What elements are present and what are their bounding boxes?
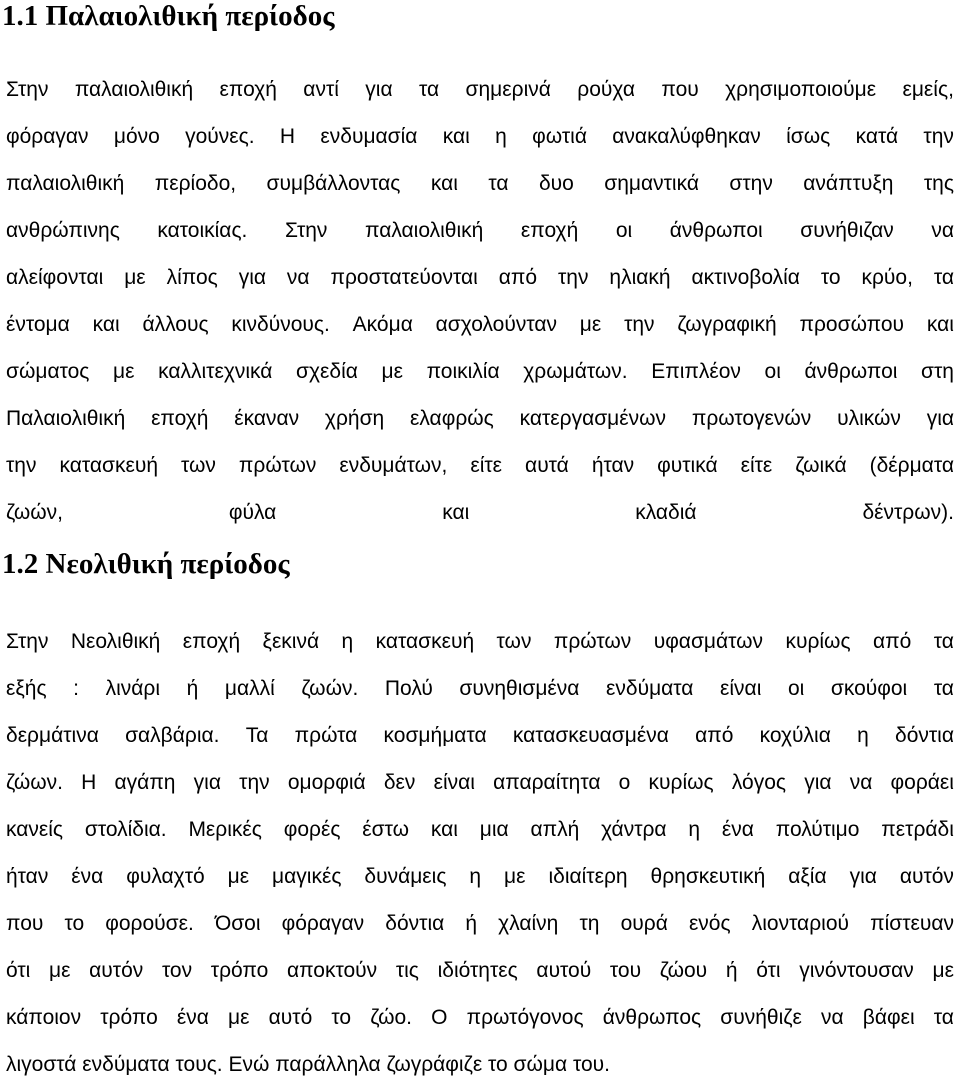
word: Όσοι bbox=[214, 912, 261, 935]
word: αυτόν bbox=[899, 865, 954, 888]
word: απλή bbox=[530, 818, 580, 841]
word: κοχύλια bbox=[759, 724, 831, 747]
word: τρόπο bbox=[210, 959, 269, 982]
word: δυνάμεις bbox=[364, 865, 447, 888]
word: να bbox=[931, 219, 954, 242]
word: φύλα bbox=[228, 501, 277, 524]
word: ζωών. bbox=[301, 677, 359, 700]
word: σχεδία bbox=[296, 360, 358, 383]
word: Τα bbox=[245, 724, 269, 747]
word: να bbox=[849, 771, 873, 794]
word: στην bbox=[729, 172, 773, 195]
word: με bbox=[124, 266, 146, 289]
word: Επιπλέον bbox=[651, 360, 741, 383]
word: ανάπτυξη bbox=[803, 172, 894, 195]
word: ζώο. bbox=[370, 1006, 412, 1029]
word: κατασκευή bbox=[59, 454, 158, 477]
word: τις bbox=[395, 959, 419, 982]
word: Πολύ bbox=[384, 677, 433, 700]
text-line-last: λιγοστά ενδύματα τους. Ενώ παράλληλα ζωγράφιζε το σώμα του. bbox=[6, 1053, 610, 1076]
word: και bbox=[442, 501, 470, 524]
text-line bbox=[6, 712, 954, 759]
word: του bbox=[609, 959, 642, 982]
word: με bbox=[932, 959, 954, 982]
word: και bbox=[92, 313, 120, 336]
word: ή bbox=[186, 677, 199, 700]
word: για bbox=[804, 771, 832, 794]
word: ζώων. bbox=[6, 771, 63, 794]
word: αυτό bbox=[268, 1006, 313, 1029]
word: οι bbox=[787, 677, 805, 700]
word: έκαναν bbox=[234, 407, 300, 430]
word: περίοδο, bbox=[154, 172, 237, 195]
word: η bbox=[857, 724, 869, 747]
word: Στην bbox=[6, 630, 49, 653]
word: κατεργασμένων bbox=[519, 407, 667, 430]
word: φόραγαν bbox=[6, 125, 89, 148]
word: προσώπου bbox=[799, 313, 905, 336]
word: ίσως bbox=[786, 125, 831, 148]
word: κοσμήματα bbox=[383, 724, 487, 747]
word: ενδύματα bbox=[606, 677, 694, 700]
word: χάντρα bbox=[601, 818, 667, 841]
word: ελαφρώς bbox=[410, 407, 494, 430]
word: έστω bbox=[362, 818, 409, 841]
word: πρώτων bbox=[238, 454, 317, 477]
word: βάφει bbox=[862, 1006, 915, 1029]
word: Παλαιολιθική bbox=[6, 407, 126, 430]
word: σκούφοι bbox=[830, 677, 908, 700]
word: συμβάλλοντας bbox=[266, 172, 401, 195]
word: αλείφονται bbox=[6, 266, 104, 289]
word: κρύο, bbox=[861, 266, 913, 289]
word: πρώτα bbox=[294, 724, 358, 747]
word: την bbox=[923, 125, 954, 148]
word: προστατεύονται bbox=[330, 266, 478, 289]
word: για bbox=[365, 78, 393, 101]
word: και bbox=[926, 313, 954, 336]
word: πίστευαν bbox=[870, 912, 954, 935]
word: Ακόμα bbox=[352, 313, 413, 336]
word: ηλιακή bbox=[609, 266, 671, 289]
word: φυλαχτό bbox=[126, 865, 205, 888]
word: την bbox=[624, 313, 655, 336]
word: έντομα bbox=[6, 313, 70, 336]
word: αντί bbox=[303, 78, 339, 101]
word: μια bbox=[479, 818, 509, 841]
word: τα bbox=[933, 677, 954, 700]
word: ασχολούνταν bbox=[435, 313, 557, 336]
word: τρόπο bbox=[100, 1006, 158, 1029]
paragraph-paleolithic bbox=[6, 66, 954, 536]
word: εποχή bbox=[151, 407, 209, 430]
word: σαλβάρια. bbox=[125, 724, 220, 747]
word: αποκτούν bbox=[286, 959, 378, 982]
text-line bbox=[6, 207, 954, 254]
word: από bbox=[498, 266, 538, 289]
word: στη bbox=[921, 360, 954, 383]
word: πρωτόγονος bbox=[466, 1006, 584, 1029]
word: φορούσε. bbox=[105, 912, 194, 935]
word: συνήθιζαν bbox=[800, 219, 894, 242]
word: παλαιολιθική bbox=[6, 172, 125, 195]
word: εξής bbox=[6, 677, 47, 700]
word: άνθρωποι bbox=[669, 219, 763, 242]
word: που bbox=[661, 78, 699, 101]
section-heading-paleolithic: 1.1 Παλαιολιθική περίοδος bbox=[2, 0, 335, 32]
word: για bbox=[926, 407, 954, 430]
word: ενδυμασία bbox=[320, 125, 418, 148]
word: υφασμάτων bbox=[653, 630, 764, 653]
word: Νεολιθική bbox=[70, 630, 161, 653]
word: ουρά bbox=[620, 912, 668, 935]
word: ο bbox=[618, 771, 631, 794]
word: ρούχα bbox=[577, 78, 635, 101]
word: χρήση bbox=[324, 407, 385, 430]
word: φόραγαν bbox=[281, 912, 365, 935]
word: ενός bbox=[688, 912, 731, 935]
word: λίπος bbox=[166, 266, 218, 289]
word: ιδιαίτερη bbox=[548, 865, 628, 888]
text-line bbox=[6, 442, 954, 489]
text-line bbox=[6, 301, 954, 348]
section-heading-neolithic: 1.2 Νεολιθική περίοδος bbox=[2, 548, 290, 580]
word: (δέρματα bbox=[869, 454, 954, 477]
word: σημαντικά bbox=[604, 172, 699, 195]
word: εποχή bbox=[520, 219, 579, 242]
text-line bbox=[6, 947, 954, 994]
word: υλικών bbox=[837, 407, 901, 430]
word: τα bbox=[933, 630, 954, 653]
word: ότι bbox=[6, 959, 31, 982]
word: κατοικίας. bbox=[157, 219, 248, 242]
word: ιδιότητες bbox=[437, 959, 518, 982]
word: η bbox=[495, 125, 507, 148]
word: άνθρωποι bbox=[804, 360, 898, 383]
word: χλαίνη bbox=[498, 912, 559, 935]
word: η bbox=[469, 865, 482, 888]
word: δεν bbox=[383, 771, 416, 794]
word: ποικιλία bbox=[426, 360, 500, 383]
word: λιονταριού bbox=[751, 912, 849, 935]
word: Η bbox=[81, 771, 97, 794]
word: : bbox=[73, 677, 79, 700]
word: με bbox=[49, 959, 71, 982]
word: να bbox=[821, 1006, 844, 1029]
word: ζωγραφική bbox=[677, 313, 777, 336]
text-line-last bbox=[6, 489, 954, 536]
word: είτε bbox=[470, 454, 503, 477]
word: πρωτογενών bbox=[691, 407, 812, 430]
text-line bbox=[6, 395, 954, 442]
word: δέντρων). bbox=[862, 501, 954, 524]
word: αυτά bbox=[525, 454, 569, 477]
text-line bbox=[6, 66, 954, 113]
text-line bbox=[6, 853, 954, 900]
word: άνθρωπος bbox=[602, 1006, 702, 1029]
text-line bbox=[6, 618, 954, 665]
word: τον bbox=[161, 959, 193, 982]
word: στολίδια. bbox=[84, 818, 167, 841]
word: εποχή bbox=[219, 78, 277, 101]
word: σώματος bbox=[6, 360, 90, 383]
word: γινόντουσαν bbox=[799, 959, 914, 982]
word: η bbox=[688, 818, 701, 841]
word: ανακαλύφθηκαν bbox=[612, 125, 761, 148]
word: ζώου bbox=[659, 959, 708, 982]
word: κατασκευή bbox=[375, 630, 475, 653]
word: το bbox=[64, 912, 85, 935]
word: δόντια bbox=[385, 912, 445, 935]
word: με bbox=[113, 360, 135, 383]
word: Η bbox=[279, 125, 296, 148]
word: τα bbox=[488, 172, 509, 195]
word: την bbox=[239, 771, 270, 794]
word: οι bbox=[615, 219, 633, 242]
word: και bbox=[442, 125, 470, 148]
word: για bbox=[849, 865, 877, 888]
word: με bbox=[227, 865, 250, 888]
word: την bbox=[557, 266, 589, 289]
word: φυτικά bbox=[657, 454, 718, 477]
word: ενδυμάτων, bbox=[339, 454, 448, 477]
word: των bbox=[181, 454, 216, 477]
word: δόντια bbox=[895, 724, 954, 747]
text-line bbox=[6, 900, 954, 947]
word: με bbox=[381, 360, 403, 383]
word: Ο bbox=[431, 1006, 448, 1029]
word: το bbox=[820, 266, 841, 289]
word: απαραίτητα bbox=[493, 771, 601, 794]
word: δυο bbox=[538, 172, 574, 195]
word: ή bbox=[725, 959, 738, 982]
word: κατά bbox=[855, 125, 899, 148]
word: οι bbox=[764, 360, 781, 383]
word: που bbox=[6, 912, 44, 935]
text-line bbox=[6, 759, 954, 806]
word: για bbox=[238, 266, 266, 289]
word: και bbox=[430, 172, 458, 195]
word: λόγος bbox=[731, 771, 787, 794]
word: αυτόν bbox=[89, 959, 144, 982]
word: ή bbox=[465, 912, 478, 935]
word: παλαιολιθική bbox=[365, 219, 484, 242]
word: εμείς, bbox=[902, 78, 954, 101]
word: Στην bbox=[6, 78, 49, 101]
text-line bbox=[6, 665, 954, 712]
word: τη bbox=[579, 912, 600, 935]
text-line bbox=[6, 160, 954, 207]
word: κυρίως bbox=[648, 771, 714, 794]
word: ήταν bbox=[6, 865, 49, 888]
text-line bbox=[6, 348, 954, 395]
word: λινάρι bbox=[105, 677, 160, 700]
word: η bbox=[341, 630, 354, 653]
word: ένα bbox=[721, 818, 754, 841]
word: της bbox=[923, 172, 954, 195]
word: ζωικά bbox=[795, 454, 847, 477]
word: τα bbox=[933, 1006, 954, 1029]
word: κινδύνους. bbox=[231, 313, 330, 336]
paragraph-neolithic bbox=[6, 618, 954, 1088]
word: την bbox=[6, 454, 37, 477]
word: να bbox=[286, 266, 310, 289]
word: το bbox=[331, 1006, 352, 1029]
word: κλαδιά bbox=[635, 501, 697, 524]
word: καλλιτεχνικά bbox=[158, 360, 273, 383]
word: πρώτων bbox=[553, 630, 632, 653]
word: σημερινά bbox=[465, 78, 551, 101]
text-line bbox=[6, 994, 954, 1041]
word: ανθρώπινης bbox=[6, 219, 120, 242]
word: πολύτιμο bbox=[775, 818, 860, 841]
word: κατασκευασμένα bbox=[512, 724, 669, 747]
word: ένα bbox=[176, 1006, 209, 1029]
word: ξεκινά bbox=[262, 630, 320, 653]
word: εποχή bbox=[182, 630, 241, 653]
word: χρωμάτων. bbox=[523, 360, 628, 383]
word: αξία bbox=[788, 865, 827, 888]
word: είναι bbox=[433, 771, 475, 794]
word: τα bbox=[419, 78, 440, 101]
word: με bbox=[504, 865, 526, 888]
word: ζωών, bbox=[6, 501, 63, 524]
word: είναι bbox=[720, 677, 762, 700]
word: με bbox=[579, 313, 602, 336]
word: είτε bbox=[740, 454, 773, 477]
word: ότι bbox=[756, 959, 781, 982]
word: ήταν bbox=[591, 454, 635, 477]
word: ένα bbox=[71, 865, 104, 888]
word: τα bbox=[933, 266, 954, 289]
word: πετράδι bbox=[881, 818, 954, 841]
word: φοράει bbox=[890, 771, 954, 794]
word: γούνες. bbox=[185, 125, 255, 148]
word: και bbox=[430, 818, 458, 841]
word: κανείς bbox=[6, 818, 64, 841]
word: φωτιά bbox=[532, 125, 587, 148]
word: αγάπη bbox=[114, 771, 176, 794]
word: μαλλί bbox=[224, 677, 275, 700]
word: μαγικές bbox=[272, 865, 342, 888]
word: κάποιον bbox=[6, 1006, 82, 1029]
word: για bbox=[193, 771, 221, 794]
word: με bbox=[228, 1006, 250, 1029]
word: των bbox=[496, 630, 532, 653]
word: κυρίως bbox=[785, 630, 851, 653]
word: παλαιολιθική bbox=[74, 78, 194, 101]
text-line bbox=[6, 254, 954, 301]
text-line bbox=[6, 806, 954, 853]
word: συνήθιζε bbox=[720, 1006, 802, 1029]
word: ακτινοβολία bbox=[691, 266, 800, 289]
word: μόνο bbox=[113, 125, 160, 148]
word: από bbox=[695, 724, 734, 747]
word: από bbox=[872, 630, 912, 653]
word: ομορφιά bbox=[287, 771, 366, 794]
word: άλλους bbox=[142, 313, 209, 336]
word: φορές bbox=[283, 818, 341, 841]
word: Μερικές bbox=[188, 818, 262, 841]
word: δερμάτινα bbox=[6, 724, 99, 747]
word: θρησκευτική bbox=[650, 865, 766, 888]
text-line bbox=[6, 113, 954, 160]
word: συνηθισμένα bbox=[459, 677, 580, 700]
word: χρησιμοποιούμε bbox=[725, 78, 877, 101]
word: αυτού bbox=[536, 959, 592, 982]
word: Στην bbox=[284, 219, 328, 242]
